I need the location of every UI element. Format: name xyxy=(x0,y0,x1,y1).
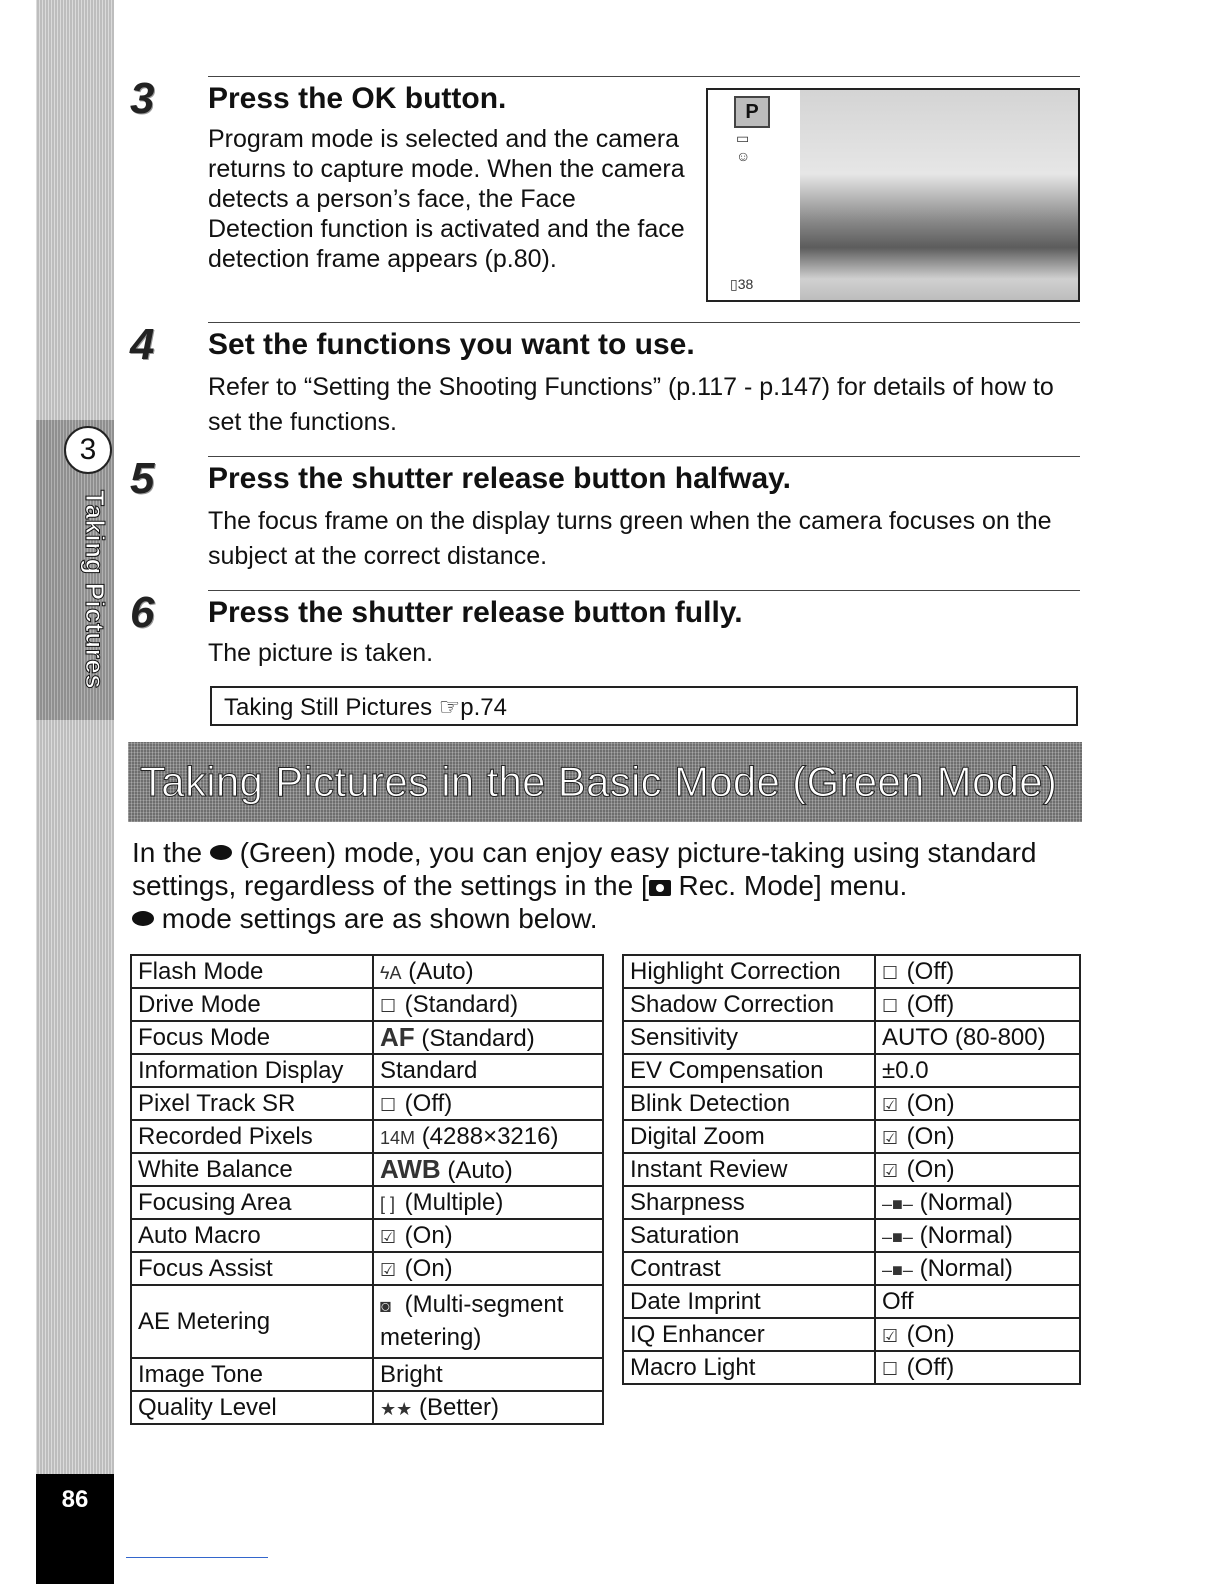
setting-value-cell xyxy=(875,1054,1080,1087)
setting-value-icon: –■– xyxy=(882,1226,913,1247)
settings-row xyxy=(623,955,1080,988)
setting-value: (Off) xyxy=(906,957,955,985)
setting-value-icon: ☑ xyxy=(882,1094,899,1115)
step-divider xyxy=(208,590,1080,591)
setting-value-icon: ☑ xyxy=(380,1226,397,1247)
setting-name: Pixel Track SR xyxy=(131,1087,373,1120)
setting-value-icon: ☑ xyxy=(882,1160,899,1181)
setting-value-cell xyxy=(373,1186,603,1219)
setting-value-cell xyxy=(875,1318,1080,1351)
setting-value: (Standard) xyxy=(404,990,519,1018)
setting-value-icon: ☐ xyxy=(882,962,899,983)
settings-row xyxy=(623,1186,1080,1219)
setting-name: Blink Detection xyxy=(623,1087,875,1120)
setting-name: AE Metering xyxy=(131,1285,373,1358)
camera-screen-illustration xyxy=(706,88,1080,302)
setting-value-cell xyxy=(373,1391,603,1424)
setting-value: (Standard) xyxy=(421,1025,535,1052)
setting-name: Drive Mode xyxy=(131,988,373,1021)
setting-value-cell xyxy=(875,1087,1080,1120)
setting-value: Bright xyxy=(380,1360,443,1388)
setting-value-icon: ϟA xyxy=(380,962,402,983)
green-mode-settings-table-right xyxy=(622,954,1081,1385)
setting-value-cell xyxy=(373,1153,603,1186)
setting-value: Off xyxy=(882,1287,914,1315)
settings-row xyxy=(623,1054,1080,1087)
step-number: 5 xyxy=(130,454,155,503)
setting-value: (Off) xyxy=(906,1353,955,1381)
step-body: The focus frame on the display turns green when the camera focuses on the subject at the correct distance. xyxy=(208,507,1052,570)
setting-value: (Normal) xyxy=(919,1254,1013,1282)
setting-name: Instant Review xyxy=(623,1153,875,1186)
setting-value: (Auto) xyxy=(447,1157,513,1184)
setting-value-cell xyxy=(875,1186,1080,1219)
setting-value-icon: [ ] xyxy=(380,1193,396,1214)
setting-value: (On) xyxy=(404,1221,453,1249)
setting-value-cell xyxy=(373,1219,603,1252)
settings-row xyxy=(131,1219,603,1252)
setting-value-icon: ★★ xyxy=(380,1398,413,1419)
settings-row xyxy=(131,1391,603,1424)
setting-value-icon: AF xyxy=(380,1022,415,1052)
setting-name: Focus Mode xyxy=(131,1021,373,1054)
step-number: 3 xyxy=(130,74,155,123)
memory-icon: ▭ xyxy=(736,130,750,146)
setting-value: (Normal) xyxy=(919,1188,1013,1216)
step-title: Press the shutter release button fully. xyxy=(208,596,743,629)
setting-value: (Better) xyxy=(418,1393,499,1421)
setting-value-icon: ☐ xyxy=(380,995,397,1016)
face-detection-icon: ☺ xyxy=(736,148,751,164)
settings-row xyxy=(131,955,603,988)
intro-text-2: Rec. Mode] menu. xyxy=(678,870,908,901)
setting-value-cell xyxy=(875,1252,1080,1285)
chapter-side-strip xyxy=(36,0,114,1584)
setting-name: Macro Light xyxy=(623,1351,875,1384)
setting-value: (Multi-segment metering) xyxy=(380,1291,564,1351)
setting-name: Sensitivity xyxy=(623,1021,875,1054)
scene-photo xyxy=(800,90,1078,300)
shots-remaining xyxy=(730,276,753,293)
step-body: Program mode is selected and the camera returns to capture mode. When the camera detects a person’s face, the Face Detection function is activated and the face detection frame appears (p.80). xyxy=(208,125,685,273)
setting-value-icon: 14M xyxy=(380,1127,416,1148)
chapter-title: Taking Pictures xyxy=(80,490,110,690)
step-body: The picture is taken. xyxy=(208,639,434,667)
setting-value-cell xyxy=(373,1358,603,1391)
settings-row xyxy=(131,988,603,1021)
reference-note: Taking Still Pictures ☞p.74 xyxy=(210,686,1078,726)
setting-value: (On) xyxy=(906,1122,955,1150)
settings-row xyxy=(131,1186,603,1219)
footnote-rule xyxy=(126,1557,268,1558)
setting-value-icon: ☑ xyxy=(882,1325,899,1346)
section-title: Taking Pictures in the Basic Mode (Green Mode) xyxy=(128,742,1082,822)
setting-name: Shadow Correction xyxy=(623,988,875,1021)
setting-value: (Auto) xyxy=(408,957,474,985)
intro-lead: In the xyxy=(132,837,203,868)
camera-icon xyxy=(649,880,671,896)
setting-name: Auto Macro xyxy=(131,1219,373,1252)
setting-name: Recorded Pixels xyxy=(131,1120,373,1153)
step-body: Refer to “Setting the Shooting Functions” (p.117 - p.147) for details of how to set the functions. xyxy=(208,373,1054,436)
settings-row xyxy=(131,1252,603,1285)
settings-row xyxy=(131,1021,603,1054)
setting-value-cell xyxy=(373,1285,603,1358)
settings-row xyxy=(623,988,1080,1021)
step-title: Press the shutter release button halfway. xyxy=(208,462,791,495)
setting-value: AUTO (80-800) xyxy=(882,1023,1046,1051)
setting-name: Focus Assist xyxy=(131,1252,373,1285)
settings-row xyxy=(623,1351,1080,1384)
settings-row xyxy=(131,1087,603,1120)
setting-value-cell xyxy=(875,1021,1080,1054)
step-divider xyxy=(208,456,1080,457)
setting-value-cell xyxy=(875,988,1080,1021)
settings-row xyxy=(623,1285,1080,1318)
setting-value-cell xyxy=(373,955,603,988)
intro-text-3: mode settings are as shown below. xyxy=(161,903,598,934)
setting-value: (Off) xyxy=(404,1089,453,1117)
setting-value-cell xyxy=(373,1087,603,1120)
setting-value-cell xyxy=(373,1120,603,1153)
setting-value-cell xyxy=(373,1021,603,1054)
step-number: 4 xyxy=(130,320,155,369)
setting-value-icon: ◙ xyxy=(380,1296,391,1316)
setting-value: (Off) xyxy=(906,990,955,1018)
step-title: Set the functions you want to use. xyxy=(208,328,695,361)
setting-value: Standard xyxy=(380,1056,478,1084)
setting-value-cell xyxy=(875,1285,1080,1318)
chapter-number-badge: 3 xyxy=(64,426,112,474)
setting-name: Focusing Area xyxy=(131,1186,373,1219)
section-intro xyxy=(132,836,1092,935)
setting-value-icon: –■– xyxy=(882,1259,913,1280)
setting-value: (On) xyxy=(404,1254,453,1282)
setting-value-icon: ☑ xyxy=(882,1127,899,1148)
setting-name: Date Imprint xyxy=(623,1285,875,1318)
setting-name: Highlight Correction xyxy=(623,955,875,988)
setting-value-icon: ☐ xyxy=(882,995,899,1016)
settings-row xyxy=(623,1219,1080,1252)
step-number: 6 xyxy=(130,588,155,637)
setting-value-cell xyxy=(875,1120,1080,1153)
setting-name: Information Display xyxy=(131,1054,373,1087)
green-mode-icon xyxy=(132,911,154,926)
settings-row xyxy=(131,1120,603,1153)
settings-row xyxy=(131,1285,603,1358)
setting-name: Image Tone xyxy=(131,1358,373,1391)
setting-value-cell xyxy=(875,955,1080,988)
setting-value-cell xyxy=(373,988,603,1021)
setting-value: (On) xyxy=(906,1089,955,1117)
setting-value-cell xyxy=(875,1351,1080,1384)
setting-name: IQ Enhancer xyxy=(623,1318,875,1351)
settings-row xyxy=(623,1021,1080,1054)
program-mode-icon: P xyxy=(734,96,770,128)
setting-value: ±0.0 xyxy=(882,1056,929,1084)
frame-icon: ▯ xyxy=(730,276,738,292)
setting-value-cell xyxy=(373,1252,603,1285)
step-divider xyxy=(208,76,1080,77)
setting-name: Quality Level xyxy=(131,1391,373,1424)
settings-row xyxy=(131,1153,603,1186)
setting-value-icon: ☐ xyxy=(882,1358,899,1379)
setting-value-icon: ☑ xyxy=(380,1259,397,1280)
setting-value: (Normal) xyxy=(919,1221,1013,1249)
settings-row xyxy=(623,1120,1080,1153)
setting-value-icon: –■– xyxy=(882,1193,913,1214)
settings-row xyxy=(623,1153,1080,1186)
setting-value-cell xyxy=(875,1219,1080,1252)
setting-name: Contrast xyxy=(623,1252,875,1285)
setting-name: White Balance xyxy=(131,1153,373,1186)
settings-row xyxy=(623,1252,1080,1285)
setting-name: EV Compensation xyxy=(623,1054,875,1087)
setting-name: Saturation xyxy=(623,1219,875,1252)
setting-value-cell xyxy=(373,1054,603,1087)
setting-value: (On) xyxy=(906,1320,955,1348)
settings-row xyxy=(131,1358,603,1391)
setting-name: Sharpness xyxy=(623,1186,875,1219)
setting-value-icon: AWB xyxy=(380,1154,441,1184)
page-number: 86 xyxy=(61,1486,89,1513)
setting-value: (4288×3216) xyxy=(421,1122,559,1150)
settings-row xyxy=(131,1054,603,1087)
shots-remaining-value: 38 xyxy=(737,276,754,292)
setting-value: (Multiple) xyxy=(404,1188,504,1216)
green-mode-icon xyxy=(210,845,232,860)
step-divider xyxy=(208,322,1080,323)
setting-value-cell xyxy=(875,1153,1080,1186)
setting-name: Flash Mode xyxy=(131,955,373,988)
setting-name: Digital Zoom xyxy=(623,1120,875,1153)
green-mode-settings-table-left xyxy=(130,954,604,1425)
settings-row xyxy=(623,1318,1080,1351)
intro-text: (Green) mode, you can enjoy easy picture-taking using standard settings, regardless of the settings in the [ xyxy=(132,837,1037,901)
setting-value-icon: ☐ xyxy=(380,1094,397,1115)
settings-row xyxy=(623,1087,1080,1120)
step-title: Press the OK button. xyxy=(208,82,507,115)
setting-value: (On) xyxy=(906,1155,955,1183)
